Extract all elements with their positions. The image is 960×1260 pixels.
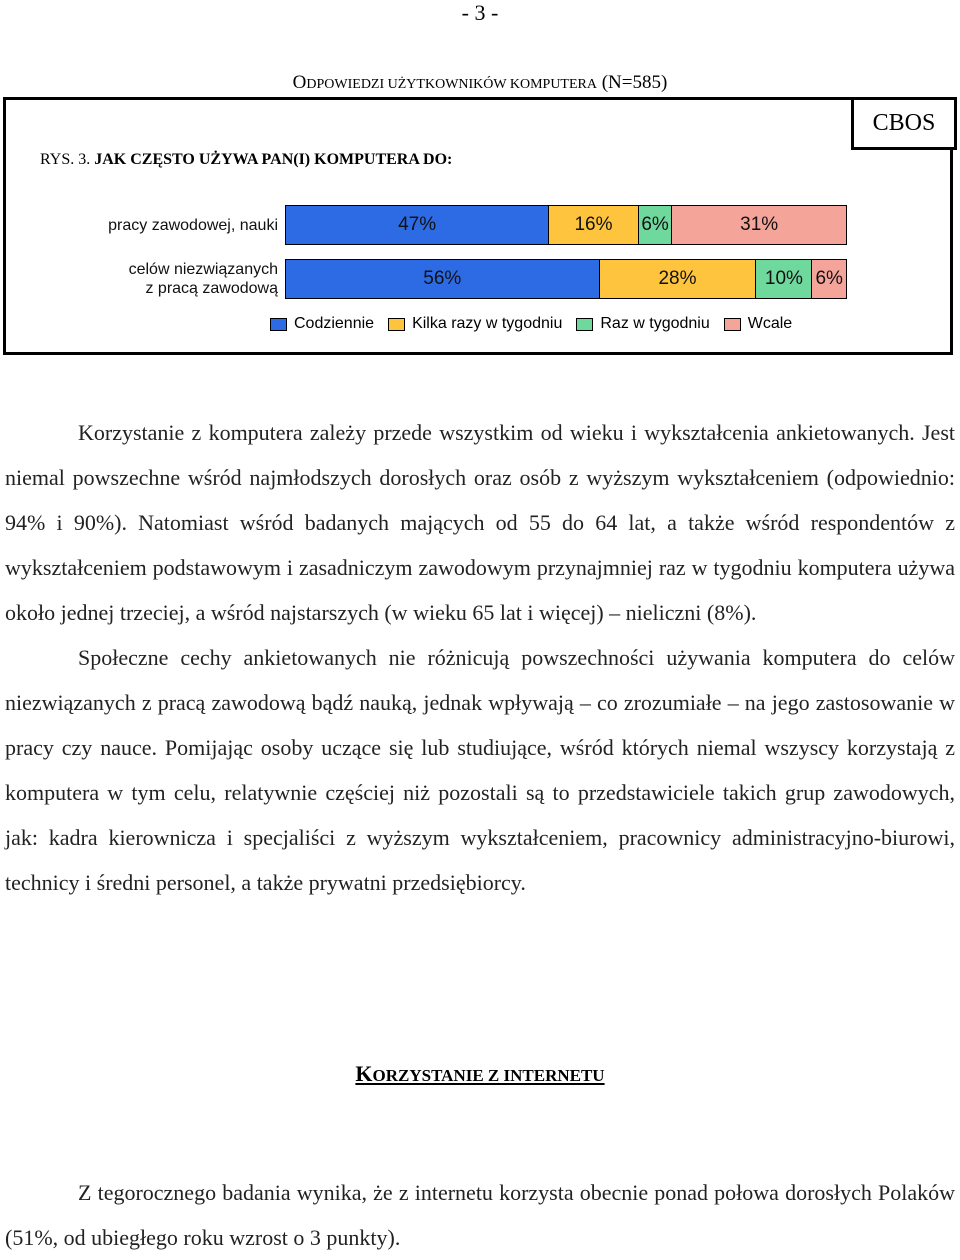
figure-title-initial: O [292,72,307,93]
page-number: - 3 - [461,0,499,25]
figure-label: RYS. 3. [40,151,95,168]
bar-segment: 31% [672,206,846,244]
legend-label: Raz w tygodniu [600,315,710,332]
legend-label: Codziennie [294,315,375,332]
category-label [0,260,278,298]
legend-item [576,315,709,333]
bar-row [285,205,847,245]
category-label-line: z pracą zawodową [145,280,278,297]
bar-row [285,259,847,299]
section-heading [0,1061,960,1087]
bar-segment: 28% [600,260,757,298]
bar-segment: 16% [549,206,639,244]
figure-title-caps: DPOWIEDZI UŻYTKOWNIKÓW KOMPUTERA [306,77,597,92]
final-text [5,1170,955,1260]
category-label-line: pracy zawodowej, nauki [108,216,278,234]
chart-question [40,151,452,169]
legend-label: Kilka razy w tygodniu [412,315,563,332]
legend-swatch [388,318,405,331]
body-text [5,410,955,905]
legend-swatch [576,318,593,331]
section-heading-initial: K [355,1061,373,1086]
legend-swatch [270,318,287,331]
figure-title-n: (N=585) [596,72,668,93]
cbos-badge: CBOS [851,97,957,150]
legend-item [388,315,562,333]
bar-segment: 10% [756,260,812,298]
bar-segment: 6% [639,206,673,244]
legend-item [270,315,374,333]
question-text: JAK CZĘSTO UŻYWA PAN(I) KOMPUTERA DO: [94,151,453,168]
bar-segment: 56% [286,260,600,298]
paragraph-1: Korzystanie z komputera zależy przede wszystkim od wieku i wykształcenia ankietowanych. Jest niemal powszechne wśród najmłodszych dorosłych oraz osób z wyższym wykształceniem (odpowiednio: 94% i 90%). Natomiast wśród badanych mających od 55 do 64 lat, a także wśród respondentów z wykształceniem podstawowym i zasadniczym zawodowym przynajmniej raz w tygodniu komputera używa około jednej trzeciej, a wśród najstarszych (w wieku 65 lat i więcej) – nieliczni (8%). [5,420,955,625]
paragraph-3: Z tegorocznego badania wynika, że z internetu korzysta obecnie ponad połowa dorosłych Polaków (51%, od ubiegłego roku wzrost o 3 punkty). [5,1180,955,1250]
paragraph-2: Społeczne cechy ankietowanych nie różnicują powszechności używania komputera do celów niezwiązanych z pracą zawodową bądź nauką, jednak wpływają – co zrozumiałe – na jego zastosowanie w pracy czy nauce. Pomijając osoby uczące się lub studiujące, wśród których niemal wszyscy korzystają z komputera w tym celu, relatywnie częściej niż pozostali są to przedstawiciele takich grup zawodowych, jak: kadra kierownicza i specjaliści z wyższym wykształceniem, pracownicy administracyjno-biurowi, technicy i średni personel, a także prywatni przedsiębiorcy. [5,645,955,895]
category-label-line: celów niezwiązanych [128,261,278,278]
bar-segment: 47% [286,206,549,244]
figure-title [0,72,960,94]
section-heading-caps: ORZYSTANIE Z INTERNETU [372,1066,605,1085]
bar-segment: 6% [812,260,846,298]
category-label [0,216,278,235]
legend-item [724,315,792,333]
legend-swatch [724,318,741,331]
legend-label: Wcale [747,315,793,332]
chart-legend [270,315,792,333]
